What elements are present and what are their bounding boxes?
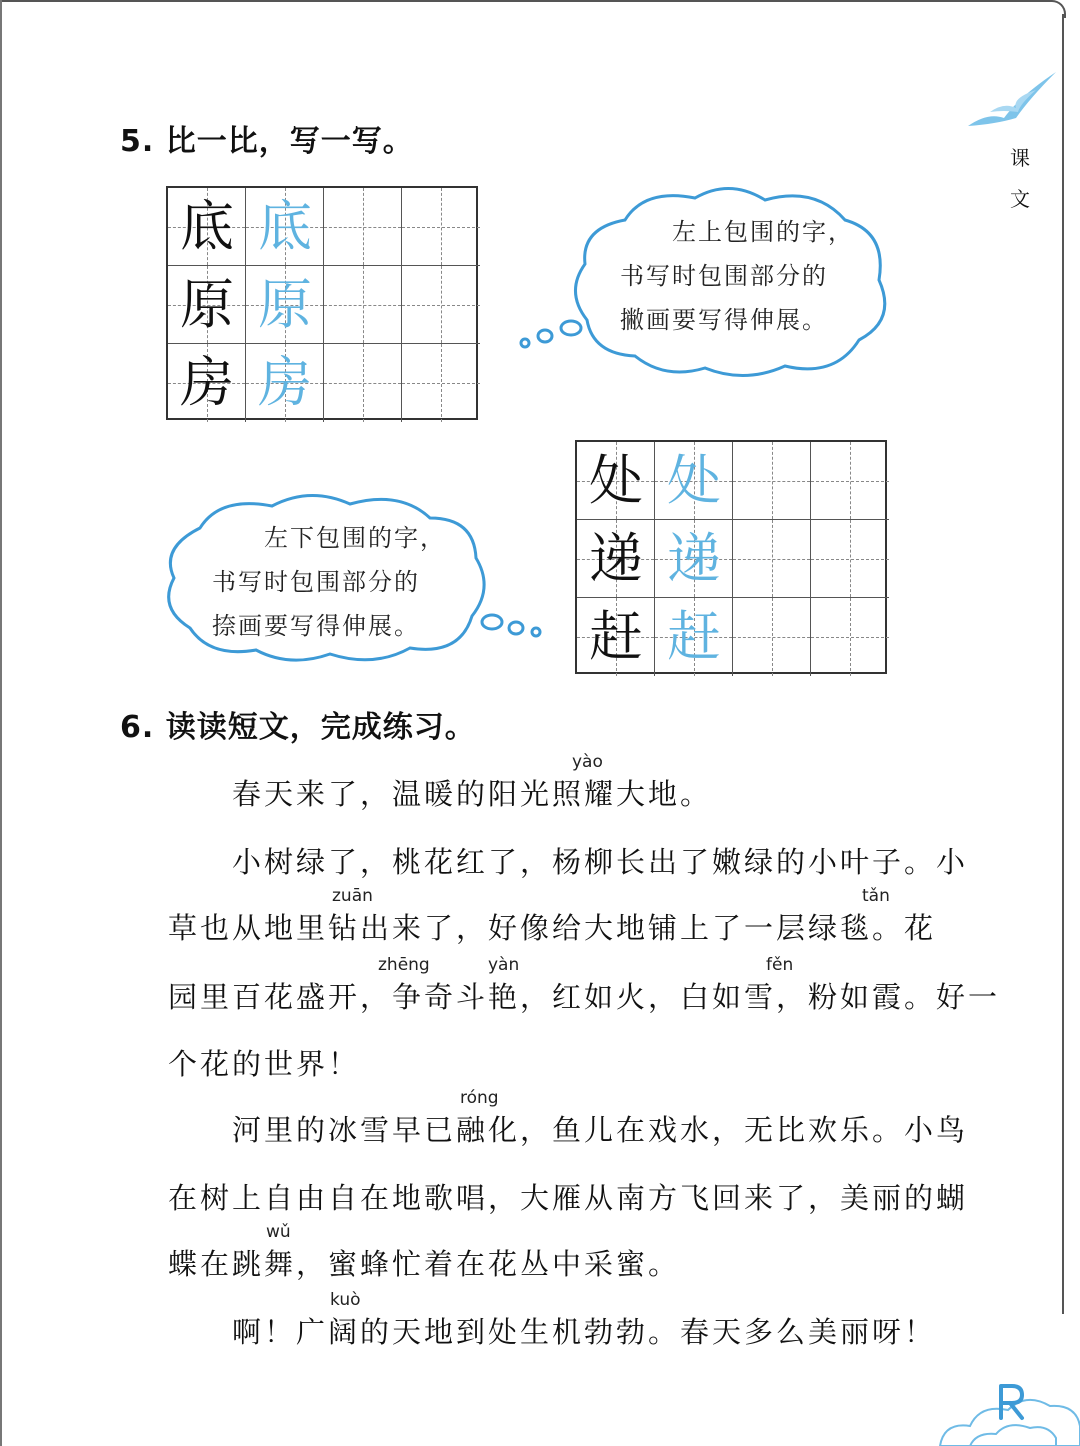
sidebar-label-ke: 课: [1010, 146, 1030, 170]
seagull-birds-icon: [960, 68, 1060, 138]
practice-cell[interactable]: [733, 442, 811, 520]
trace-char: 原: [258, 273, 312, 336]
passage-line: 小树绿了，桃花红了，杨柳长出了嫩绿的小叶子。小: [232, 845, 969, 879]
trace-char: 递: [667, 527, 721, 590]
bubble-line: 捺画要写得伸展。: [212, 612, 420, 640]
passage-line: 园里百花盛开，争奇斗艳，红如火，白如雪，粉如霞。好一: [168, 980, 1001, 1014]
pinyin-annotation: zhēng: [378, 955, 430, 975]
pinyin-annotation: yào: [572, 752, 603, 772]
model-char: 底: [180, 195, 234, 258]
passage-line: 河里的冰雪早已融化，鱼儿在戏水，无比欢乐。小鸟: [232, 1113, 969, 1147]
page-frame-right: [1062, 14, 1064, 1314]
exercise-6-title: 6. 读读短文，完成练习。: [120, 710, 476, 745]
passage-line: 春天来了，温暖的阳光照耀大地。: [232, 777, 713, 811]
trace-char: 处: [667, 449, 721, 512]
writing-grid-2: [575, 440, 887, 674]
practice-cell[interactable]: [324, 266, 402, 344]
pinyin-annotation: kuò: [330, 1290, 361, 1310]
practice-cell[interactable]: [402, 344, 480, 422]
trace-char: 房: [258, 351, 312, 414]
sidebar-label-wen: 文: [1010, 187, 1030, 211]
model-char: 处: [589, 449, 643, 512]
practice-cell[interactable]: [733, 520, 811, 598]
pinyin-annotation: zuān: [332, 886, 373, 906]
passage-line: 个花的世界！: [168, 1047, 361, 1081]
pinyin-annotation: wǔ: [266, 1222, 291, 1242]
model-char: 房: [180, 351, 234, 414]
pinyin-annotation: fěn: [766, 955, 794, 975]
trace-char: 赶: [667, 605, 721, 668]
pinyin-annotation: tǎn: [862, 886, 890, 906]
model-char: 赶: [589, 605, 643, 668]
practice-cell[interactable]: [811, 598, 889, 676]
practice-cell[interactable]: [402, 188, 480, 266]
bubble-line: 左下包围的字，: [264, 524, 446, 552]
r-logo-icon: [996, 1382, 1026, 1422]
practice-cell[interactable]: [811, 442, 889, 520]
page-frame-left: [0, 0, 2, 1446]
practice-cell[interactable]: [402, 266, 480, 344]
bubble-line: 书写时包围部分的: [212, 568, 420, 596]
passage-line: 蝶在跳舞，蜜蜂忙着在花丛中采蜜。: [168, 1247, 681, 1281]
passage-line: 啊！广阔的天地到处生机勃勃。春天多么美丽呀！: [232, 1315, 937, 1349]
bubble-1-text: [620, 210, 870, 342]
bubble-2-text: [212, 516, 462, 648]
pinyin-annotation: róng: [460, 1088, 499, 1108]
page-frame-top: [0, 0, 1066, 18]
practice-cell[interactable]: [811, 520, 889, 598]
practice-cell[interactable]: [324, 344, 402, 422]
bubble-line: 左上包围的字，: [672, 218, 854, 246]
practice-cell[interactable]: [324, 188, 402, 266]
model-char: 原: [180, 273, 234, 336]
pinyin-annotation: yàn: [488, 955, 520, 975]
bubble-line: 书写时包围部分的: [620, 262, 828, 290]
bubble-line: 撇画要写得伸展。: [620, 306, 828, 334]
model-char: 递: [589, 527, 643, 590]
passage-line: 草也从地里钻出来了，好像给大地铺上了一层绿毯。花: [168, 911, 937, 945]
exercise-5-title: 5. 比一比，写一写。: [120, 124, 414, 159]
trace-char: 底: [258, 195, 312, 258]
practice-cell[interactable]: [733, 598, 811, 676]
writing-grid-1: [166, 186, 478, 420]
passage-line: 在树上自由自在地歌唱，大雁从南方飞回来了，美丽的蝴: [168, 1181, 969, 1215]
